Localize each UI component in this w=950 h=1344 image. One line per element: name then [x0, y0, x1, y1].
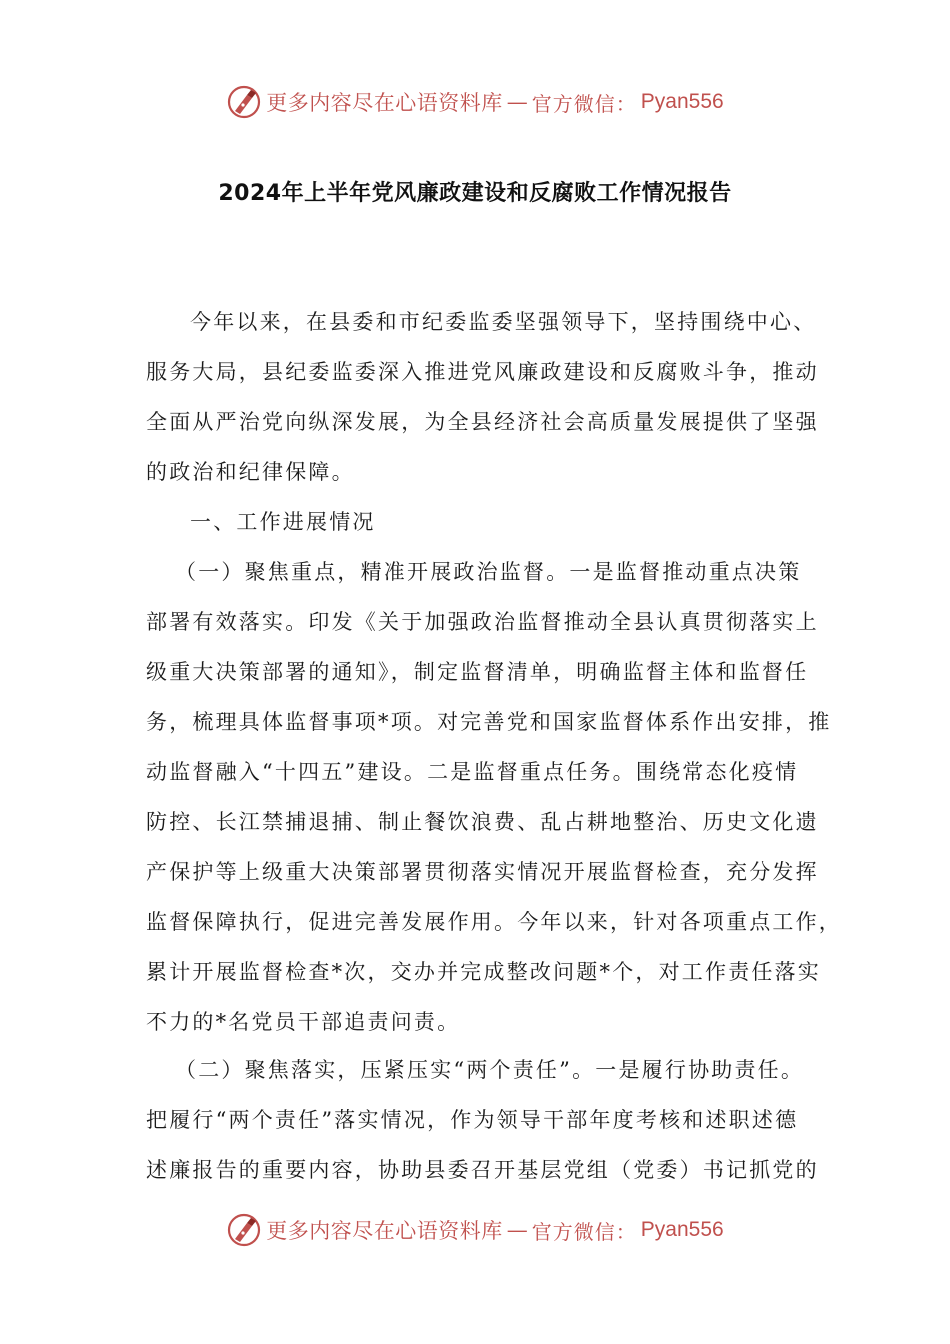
paragraph-line: 级重大决策部署的通知》，制定监督清单，明确监督主体和监督任 [146, 660, 809, 684]
footer-watermark-banner [0, 1210, 950, 1250]
paragraph-line: 防控、长江禁捕退捕、制止餐饮浪费、乱占耕地整治、历史文化遗 [146, 810, 819, 834]
paragraph-line: 的政治和纪律保障。 [146, 460, 355, 484]
watermark-wechat-label: 官方微信： [531, 1219, 637, 1244]
document-title: 2024年上半年党风廉政建设和反腐败工作情况报告 [218, 181, 732, 206]
paragraph-line: 部署有效落实。印发《关于加强政治监督推动全县认真贯彻落实上 [146, 610, 819, 634]
paragraph-line: （一）聚焦重点，精准开展政治监督。一是监督推动重点决策 [175, 560, 802, 584]
paragraph-line: 累计开展监督检查*次，交办并完成整改问题*个，对工作责任落实 [146, 960, 821, 984]
watermark-separator: — [506, 90, 528, 114]
paragraph-line: 产保护等上级重大决策部署贯彻落实情况开展监督检查，充分发挥 [146, 860, 819, 884]
paragraph-line: 把履行“两个责任”落实情况，作为领导干部年度考核和述职述德 [146, 1108, 799, 1132]
pen-nib-logo-icon [226, 1212, 262, 1248]
watermark-wechat-id: Pyan556 [640, 1218, 724, 1241]
watermark-text: 更多内容尽在心语资料库 [266, 1219, 503, 1243]
watermark-text: 更多内容尽在心语资料库 [266, 91, 503, 115]
pen-nib-logo-icon [226, 84, 262, 120]
paragraph-line: 服务大局，县纪委监委深入推进党风廉政建设和反腐败斗争，推动 [146, 360, 819, 384]
paragraph-line: 今年以来，在县委和市纪委监委坚强领导下，坚持围绕中心、 [190, 310, 817, 334]
paragraph-line: 述廉报告的重要内容，协助县委召开基层党组（党委）书记抓党的 [146, 1158, 819, 1182]
paragraph-line: 全面从严治党向纵深发展，为全县经济社会高质量发展提供了坚强 [146, 410, 819, 434]
paragraph-line: 务，梳理具体监督事项*项。对完善党和国家监督体系作出安排，推 [146, 710, 832, 734]
paragraph-line: 不力的*名党员干部追责问责。 [146, 1010, 461, 1034]
paragraph-line: 监督保障执行，促进完善发展作用。今年以来，针对各项重点工作， [146, 910, 842, 934]
watermark-separator: — [506, 1218, 528, 1242]
paragraph-line: 动监督融入“十四五”建设。二是监督重点任务。围绕常态化疫情 [146, 760, 799, 784]
section-heading: 一、工作进展情况 [190, 510, 376, 534]
watermark-wechat-id: Pyan556 [640, 90, 724, 113]
paragraph-line: （二）聚焦落实，压紧压实“两个责任”。一是履行协助责任。 [175, 1058, 805, 1082]
watermark-wechat-label: 官方微信： [531, 91, 637, 116]
header-watermark-banner [0, 82, 950, 122]
